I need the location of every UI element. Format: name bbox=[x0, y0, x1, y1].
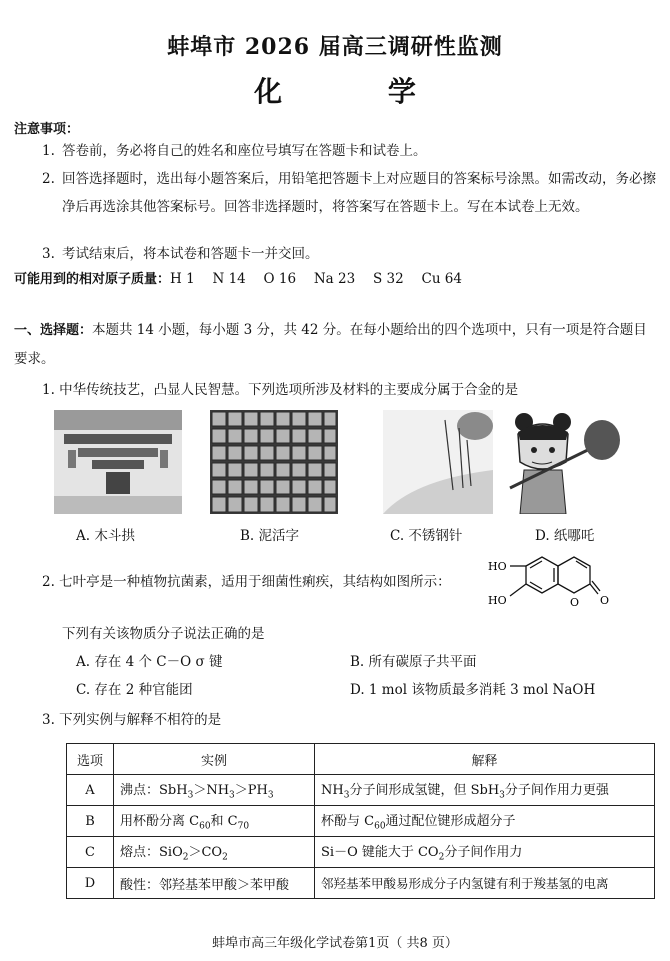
col-header-explanation: 解释 bbox=[315, 744, 655, 775]
question-3-stem: 3. 下列实例与解释不相符的是 bbox=[42, 712, 222, 728]
carbonyl-o-label: O bbox=[600, 594, 610, 607]
q2-option-c: C. 存在 2 种官能团 bbox=[76, 682, 193, 698]
clay-type-image bbox=[210, 410, 338, 514]
page-title: 蚌埠市 2026 届高三调研性监测 bbox=[167, 34, 503, 60]
notice-heading: 注意事项： bbox=[14, 122, 80, 137]
atomic-masses: 可能用到的相对原子质量：H 1 N 14 O 16 Na 23 S 32 Cu 64 bbox=[14, 271, 462, 287]
question-2-stem: 2. 七叶亭是一种植物抗菌素，适用于细菌性痢疾，其结构如图所示： bbox=[42, 574, 451, 590]
table-row: C 熔点：$SiO_2>CO_2$ Si－O 键能大于 $CO_2$分子间作用力 bbox=[67, 837, 655, 868]
paper-nezha-image bbox=[504, 410, 624, 514]
question-3-table bbox=[66, 743, 655, 899]
col-header-example: 实例 bbox=[114, 744, 315, 775]
q1-option-b: B. 泥活字 bbox=[240, 528, 300, 544]
q1-option-a: A. 木斗拱 bbox=[76, 528, 135, 544]
table-row: A 沸点：$SbH_3>NH_3>PH_3$ $NH_3$分子间形成氢键，但 SbH$_3$分子间作用力更强 bbox=[67, 775, 655, 806]
question-2-substem: 下列有关该物质分子说法正确的是 bbox=[62, 626, 265, 642]
col-header-option: 选项 bbox=[67, 744, 114, 775]
q1-option-c: C. 不锈钢针 bbox=[390, 528, 463, 544]
notice-item: 2. 回答选择题时，选出每小题答案后，用铅笔把答题卡上对应题目的答案标号涂黑。如需改动，务必擦净后再选涂其他答案标号。回答非选择题时，将答案写在答题卡上。写在本试卷上无效。 bbox=[42, 171, 656, 215]
question-1-stem: 1. 中华传统技艺，凸显人民智慧。下列选项所涉及材料的主要成分属于合金的是 bbox=[42, 382, 519, 398]
notice-item: 1. 答卷前，务必将自己的姓名和座位号填写在答题卡和试卷上。 bbox=[42, 143, 427, 159]
esculetin-structure bbox=[486, 552, 616, 616]
q2-option-a: A. 存在 4 个 C－O σ 键 bbox=[76, 654, 223, 670]
steel-needle-image bbox=[383, 410, 493, 514]
wooden-bracket-image bbox=[54, 410, 182, 514]
ho-label: HO bbox=[488, 560, 507, 573]
q1-option-d: D. 纸哪吒 bbox=[535, 528, 595, 544]
table-row: D 酸性：邻羟基苯甲酸＞苯甲酸 邻羟基苯甲酸易形成分子内氢键有利于羧基氢的电离 bbox=[67, 868, 655, 899]
subject-title: 化 学 bbox=[254, 75, 464, 108]
section-1-intro: 一、选择题：本题共 14 小题，每小题 3 分，共 42 分。在每小题给出的四个选项中，只有一项是符合题目要求。 bbox=[14, 322, 647, 367]
ring-o-label: O bbox=[570, 596, 580, 609]
notice-item: 3. 考试结束后，将本试卷和答题卡一并交回。 bbox=[42, 246, 319, 262]
ho-label: HO bbox=[488, 594, 507, 607]
q2-option-d: D. 1 mol 该物质最多消耗 3 mol NaOH bbox=[350, 682, 596, 698]
page-footer: 蚌埠市高三年级化学试卷第1页（ 共8 页） bbox=[212, 936, 458, 951]
q2-option-b: B. 所有碳原子共平面 bbox=[350, 654, 477, 670]
table-row: B 用杯酚分离 $C_{60}$和 $C_{70}$ 杯酚与 $C_{60}$通过配位键形成超分子 bbox=[67, 806, 655, 837]
